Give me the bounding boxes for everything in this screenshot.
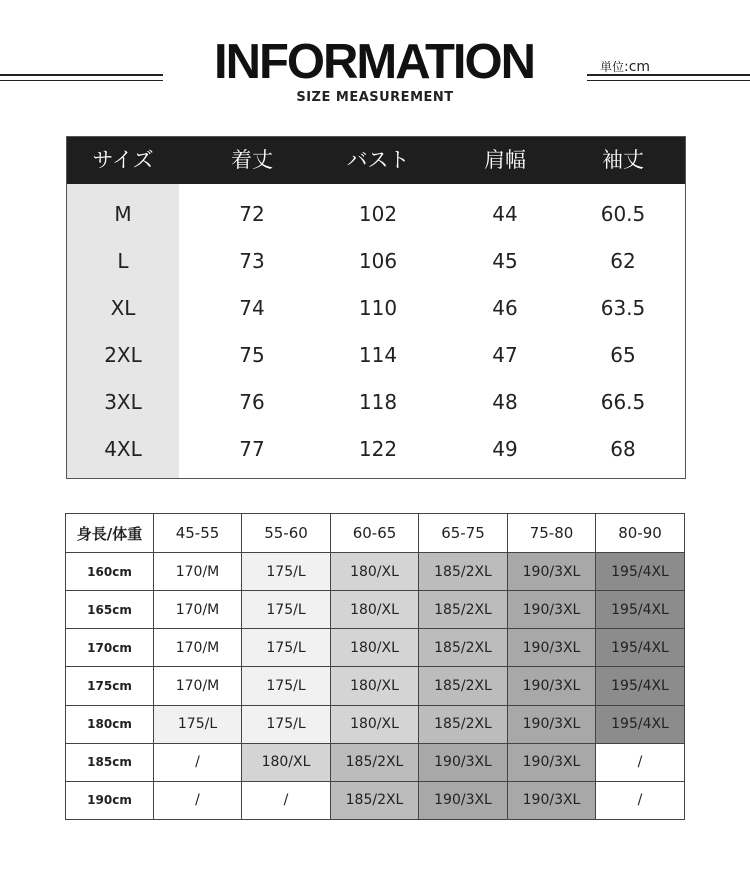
size-recommendation-cell: 185/2XL	[419, 553, 508, 591]
header-rule-left-top	[0, 74, 163, 76]
unit-label	[600, 58, 650, 75]
size-cell-shoulder: 45	[492, 249, 518, 273]
size-recommendation-cell: 185/2XL	[419, 667, 508, 705]
size-recommendation-cell: 185/2XL	[419, 591, 508, 629]
size-recommendation-cell: 180/XL	[331, 705, 419, 743]
header-rule-left-bottom	[0, 80, 163, 81]
unit-label-value: :cm	[624, 59, 651, 75]
size-recommendation-cell: 185/2XL	[419, 629, 508, 667]
size-recommendation-cell: 180/XL	[331, 667, 419, 705]
size-recommendation-cell: 180/XL	[331, 591, 419, 629]
size-recommendation-cell: 170/M	[154, 553, 242, 591]
size-cell-bust: 114	[358, 343, 398, 367]
size-recommendation-cell: 195/4XL	[596, 553, 685, 591]
size-cell-length: 76	[239, 390, 265, 414]
size-recommendation-cell: /	[154, 743, 242, 781]
size-cell-shoulder: 47	[492, 343, 518, 367]
size-cell-size: 4XL	[104, 437, 142, 461]
size-cell-bust: 102	[358, 202, 398, 226]
page-title: INFORMATION	[213, 35, 535, 89]
size-recommendation-cell: 175/L	[242, 705, 331, 743]
size-recommendation-cell: 180/XL	[331, 553, 419, 591]
size-cell-size: M	[114, 202, 132, 226]
size-cell-length: 72	[239, 202, 265, 226]
weight-header: 80-90	[596, 514, 685, 553]
size-cell-size: L	[117, 249, 129, 273]
size-recommendation-cell: 190/3XL	[419, 743, 508, 781]
size-recommendation-cell: 195/4XL	[596, 591, 685, 629]
height-label: 185cm	[66, 743, 154, 781]
size-recommendation-cell: 175/L	[242, 629, 331, 667]
size-recommendation-cell: 185/2XL	[331, 743, 419, 781]
weight-header: 65-75	[419, 514, 508, 553]
height-label: 175cm	[66, 667, 154, 705]
size-header-bust: バスト	[346, 148, 410, 172]
height-weight-table	[65, 513, 685, 820]
size-table	[66, 136, 686, 479]
size-recommendation-cell: 175/L	[154, 705, 242, 743]
weight-header: 75-80	[508, 514, 596, 553]
size-recommendation-cell: 185/2XL	[331, 781, 419, 819]
size-recommendation-cell: 175/L	[242, 553, 331, 591]
unit-label-text: 単位	[600, 60, 625, 74]
size-cell-bust: 106	[358, 249, 398, 273]
weight-header: 45-55	[154, 514, 242, 553]
height-label: 160cm	[66, 553, 154, 591]
size-header-size: サイズ	[92, 148, 154, 172]
size-cell-bust: 118	[358, 390, 398, 414]
header-rule-right-bottom	[587, 80, 750, 81]
size-header-shoulder: 肩幅	[484, 148, 526, 172]
size-recommendation-cell: 190/3XL	[508, 629, 596, 667]
size-recommendation-cell: 190/3XL	[508, 705, 596, 743]
size-recommendation-cell: /	[596, 781, 685, 819]
size-cell-sleeve: 65	[610, 343, 636, 367]
size-recommendation-cell: 185/2XL	[419, 705, 508, 743]
size-recommendation-cell: /	[242, 781, 331, 819]
size-cell-sleeve: 68	[610, 437, 636, 461]
size-cell-length: 77	[239, 437, 265, 461]
size-recommendation-cell: 170/M	[154, 667, 242, 705]
weight-header-row	[66, 514, 685, 553]
weight-header: 60-65	[331, 514, 419, 553]
height-weight-corner: 身長/体重	[66, 514, 154, 553]
size-recommendation-cell: 180/XL	[331, 629, 419, 667]
size-recommendation-cell: 195/4XL	[596, 705, 685, 743]
size-cell-size: XL	[110, 296, 136, 320]
height-label: 165cm	[66, 591, 154, 629]
size-cell-shoulder: 48	[492, 390, 518, 414]
table-row	[66, 629, 685, 667]
size-cell-shoulder: 49	[492, 437, 518, 461]
size-recommendation-cell: 190/3XL	[508, 553, 596, 591]
table-row	[66, 591, 685, 629]
size-recommendation-cell: 190/3XL	[419, 781, 508, 819]
size-recommendation-cell: 190/3XL	[508, 743, 596, 781]
size-recommendation-cell: 190/3XL	[508, 781, 596, 819]
size-cell-size: 3XL	[104, 390, 142, 414]
size-recommendation-cell: /	[154, 781, 242, 819]
size-cell-length: 74	[239, 296, 265, 320]
size-recommendation-cell: 195/4XL	[596, 629, 685, 667]
size-cell-shoulder: 46	[492, 296, 518, 320]
height-label: 190cm	[66, 781, 154, 819]
size-recommendation-cell: 190/3XL	[508, 591, 596, 629]
size-table-header	[67, 137, 685, 184]
size-recommendation-cell: 190/3XL	[508, 667, 596, 705]
height-label: 180cm	[66, 705, 154, 743]
size-cell-sleeve: 60.5	[600, 202, 646, 226]
height-label: 170cm	[66, 629, 154, 667]
size-header-length: 着丈	[231, 148, 273, 172]
size-cell-shoulder: 44	[492, 202, 518, 226]
size-cell-sleeve: 63.5	[600, 296, 646, 320]
size-cell-length: 73	[239, 249, 265, 273]
size-cell-length: 75	[239, 343, 265, 367]
table-row	[66, 781, 685, 819]
size-cell-bust: 122	[358, 437, 398, 461]
table-row	[66, 667, 685, 705]
size-recommendation-cell: 175/L	[242, 591, 331, 629]
page-subtitle: SIZE MEASUREMENT	[296, 90, 454, 105]
weight-header: 55-60	[242, 514, 331, 553]
size-recommendation-cell: 180/XL	[242, 743, 331, 781]
table-row	[66, 553, 685, 591]
size-recommendation-cell: 170/M	[154, 629, 242, 667]
size-header-sleeve: 袖丈	[602, 148, 644, 172]
size-cell-sleeve: 62	[610, 249, 636, 273]
size-recommendation-cell: /	[596, 743, 685, 781]
size-recommendation-cell: 195/4XL	[596, 667, 685, 705]
table-row	[66, 705, 685, 743]
size-recommendation-cell: 170/M	[154, 591, 242, 629]
size-cell-sleeve: 66.5	[600, 390, 646, 414]
size-cell-bust: 110	[358, 296, 398, 320]
size-cell-size: 2XL	[104, 343, 142, 367]
size-recommendation-cell: 175/L	[242, 667, 331, 705]
table-row	[66, 743, 685, 781]
